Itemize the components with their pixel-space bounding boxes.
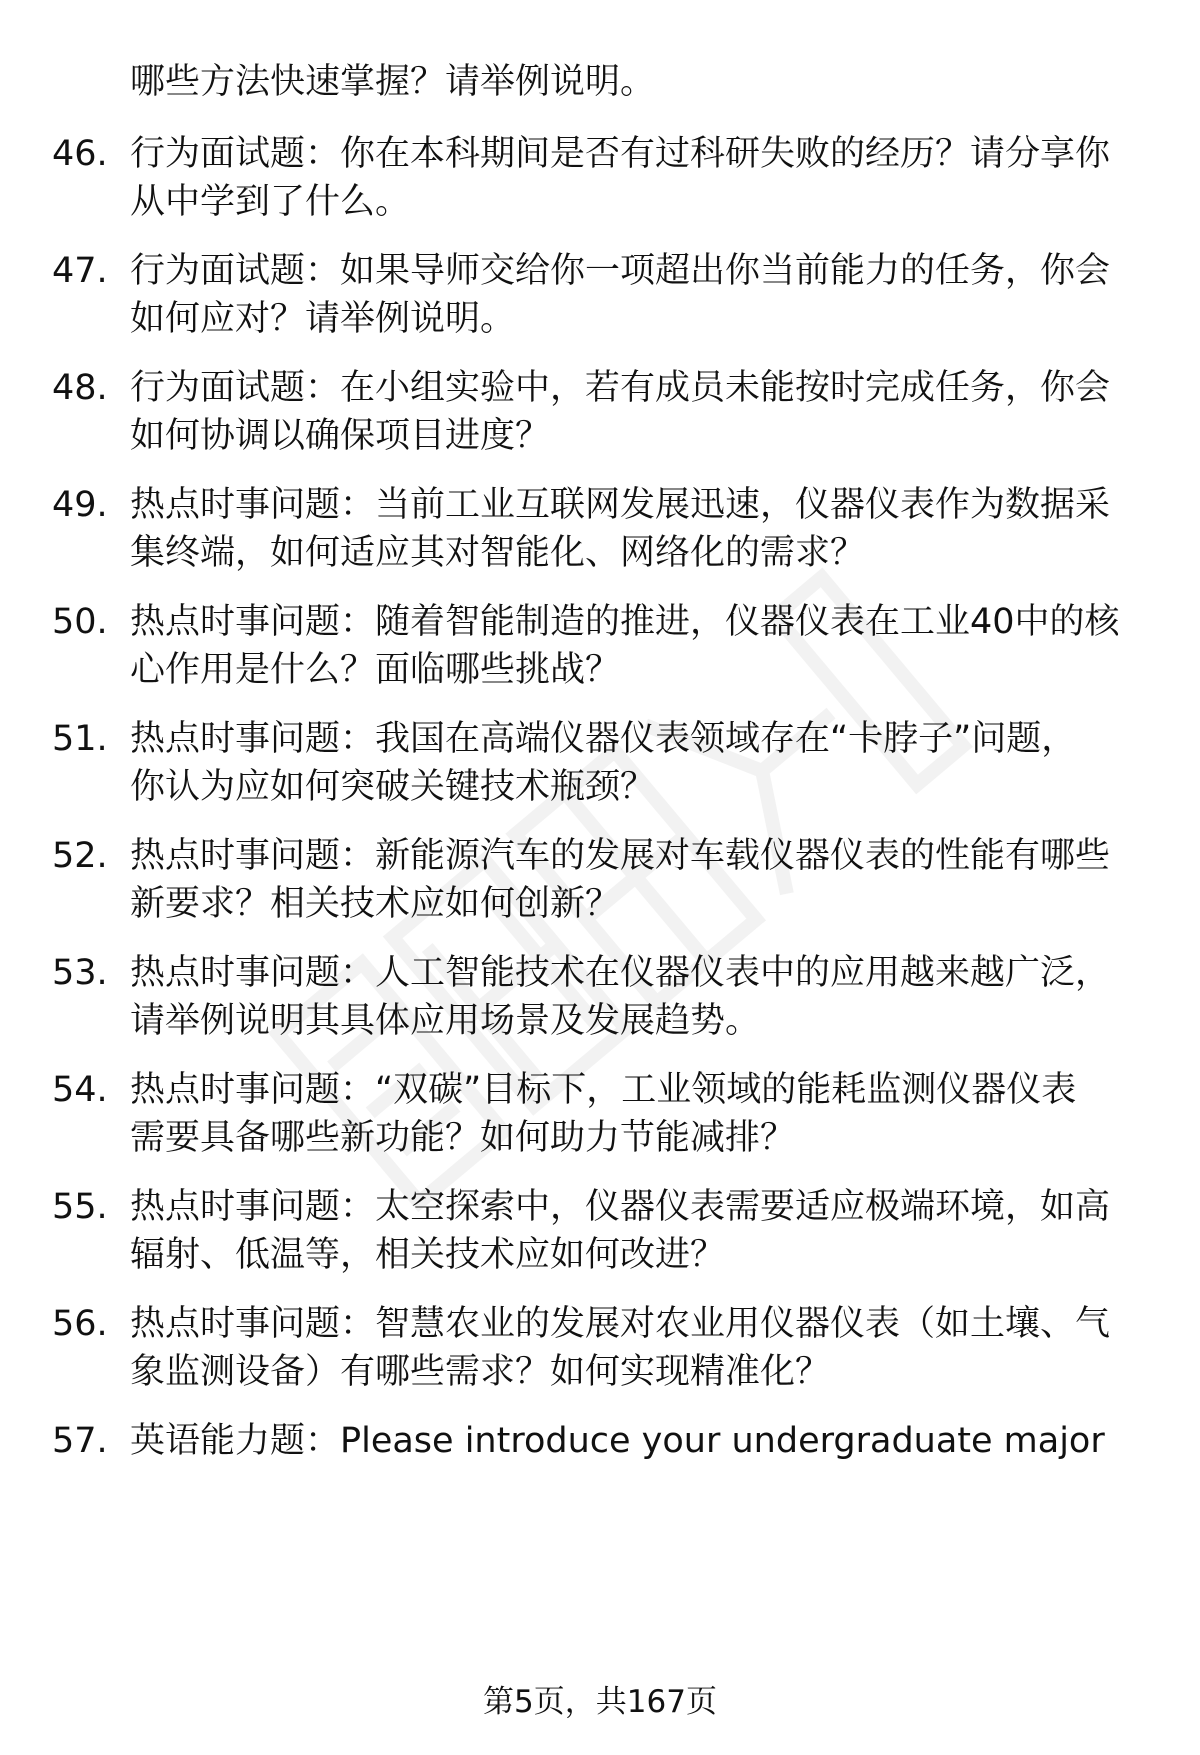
item-line: 热点时事问题：新能源汽车的发展对车载仪器仪表的性能有哪些: [130, 836, 1111, 876]
continuation-line: 哪些方法快速掌握？请举例说明。: [130, 62, 656, 102]
item-line: 心作用是什么？面临哪些挑战？: [130, 650, 621, 690]
item-number: 47.: [52, 251, 108, 291]
item-number: 56.: [52, 1304, 108, 1344]
item-line: 新要求？相关技术应如何创新？: [130, 884, 621, 924]
item-line: 行为面试题：你在本科期间是否有过科研失败的经历？请分享你: [130, 134, 1111, 174]
item-number: 52.: [52, 836, 108, 876]
item-number: 55.: [52, 1187, 108, 1227]
item-line: 如何应对？请举例说明。: [130, 299, 516, 339]
item-text: [130, 364, 1145, 460]
item-number: 46.: [52, 134, 108, 174]
item-line: 热点时事问题：随着智能制造的推进，仪器仪表在工业40中的核: [130, 602, 1120, 642]
item-text: [130, 130, 1145, 226]
item-text: [130, 1066, 1145, 1162]
item-line: 需要具备哪些新功能？如何助力节能减排？: [130, 1118, 796, 1158]
item-number: 48.: [52, 368, 108, 408]
item-text: [130, 1183, 1145, 1279]
item-text: [130, 715, 1145, 811]
item-line: 热点时事问题：我国在高端仪器仪表领域存在“卡脖子”问题，: [130, 719, 1077, 759]
item-number: 54.: [52, 1070, 108, 1110]
page-footer: 第5页，共167页: [483, 1684, 717, 1720]
item-line: 从中学到了什么。: [130, 182, 411, 222]
item-text: [130, 247, 1145, 343]
item-text: [130, 598, 1145, 694]
item-text: [130, 832, 1145, 928]
item-number: 51.: [52, 719, 108, 759]
item-line: 行为面试题：在小组实验中，若有成员未能按时完成任务，你会: [130, 368, 1111, 408]
item-line: 你认为应如何突破关键技术瓶颈？: [130, 767, 656, 807]
item-text: [130, 1417, 1145, 1465]
item-line: 象监测设备）有哪些需求？如何实现精准化？: [130, 1352, 831, 1392]
item-line: 集终端，如何适应其对智能化、网络化的需求？: [130, 533, 866, 573]
item-line: 辐射、低温等，相关技术应如何改进？: [130, 1235, 726, 1275]
item-text: [130, 1300, 1145, 1396]
item-number: 49.: [52, 485, 108, 525]
item-line: 如何协调以确保项目进度？: [130, 416, 551, 456]
item-text: [130, 481, 1145, 577]
item-number: 53.: [52, 953, 108, 993]
item-line: 英语能力题：Please introduce your undergraduate major: [130, 1421, 1105, 1461]
item-number: 50.: [52, 602, 108, 642]
item-line: 热点时事问题：“双碳”目标下，工业领域的能耗监测仪器仪表: [130, 1070, 1077, 1110]
item-line: 行为面试题：如果导师交给你一项超出你当前能力的任务，你会: [130, 251, 1111, 291]
item-line: 热点时事问题：太空探索中，仪器仪表需要适应极端环境，如高: [130, 1187, 1111, 1227]
item-number: 57.: [52, 1421, 108, 1461]
item-line: 热点时事问题：当前工业互联网发展迅速，仪器仪表作为数据采: [130, 485, 1111, 525]
item-line: 热点时事问题：人工智能技术在仪器仪表中的应用越来越广泛，: [130, 953, 1111, 993]
item-line: 热点时事问题：智慧农业的发展对农业用仪器仪表（如土壤、气: [130, 1304, 1111, 1344]
item-text: [130, 949, 1145, 1045]
item-line: 请举例说明其具体应用场景及发展趋势。: [130, 1001, 761, 1041]
